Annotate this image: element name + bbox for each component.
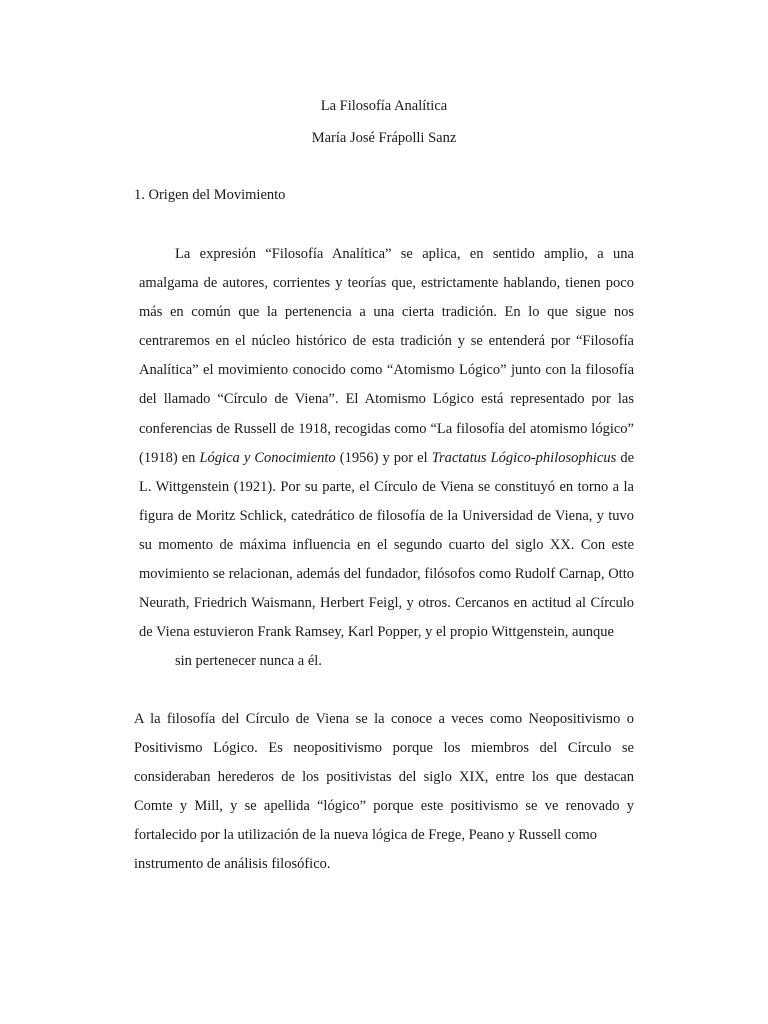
book-title-tractatus: Tractatus Lógico-philosophicus (431, 449, 617, 466)
document-title: La Filosofía Analítica (320, 98, 448, 114)
paragraph-1-text-3: de L. Wittgenstein (1921). Por su parte, el Círculo de Viena se constituyó en torno a la figura de Moritz Schlick, catedrático de filosofía de la Universidad de Viena, y tuvo su momento de máxima influencia en el segundo cuarto del siglo XX. Con este movimiento se relacionan, además del fundador, filósofos como Rudolf Carnap, Otto Neurath, Friedrich Waismann, Herbert Feigl, y otros. Cercanos en actitud al Círculo de Viena estuvieron Frank Ramsey, Karl Popper, y el propio Wittgenstein, aunque (139, 449, 635, 641)
document-author: María José Frápolli Sanz (311, 130, 457, 146)
paragraph-2-last-line: instrumento de análisis filosófico. (134, 856, 331, 873)
paragraph-1-text: La expresión “Filosofía Analítica” se aplica, en sentido amplio, a una amalgama de autores, corrientes y teorías que, estrictamente hablando, tienen poco más en común que la pertenencia a una cierta tradición. En lo que sigue nos centraremos en el núcleo histórico de esta tradición y se entenderá por “Filosofía Analítica” el movimiento conocido como “Atomismo Lógico” junto con la filosofía del llamado “Círculo de Viena”. El Atomismo Lógico está representado por las conferencias de Russell de 1918, recogidas como “La filosofía del atomismo lógico” (1918) en (139, 246, 634, 466)
paragraph-1-last-line: sin pertenecer nunca a él. (175, 653, 322, 670)
paragraph-1 (139, 240, 634, 676)
paragraph-2-text: A la filosofía del Círculo de Viena se la conoce a veces como Neopositivismo o Positivismo Lógico. Es neopositivismo porque los miembros del Círculo se consideraban herederos de los positivistas del siglo XIX, entre los que destacan Comte y Mill, y se apellida “lógico” porque este positivismo se ve renovado y fortalecido por la utilización de la nueva lógica de Frege, Peano y Russell como (134, 711, 634, 844)
paragraph-2 (134, 705, 634, 880)
book-title-logica-y-conocimiento: Lógica y Conocimiento (199, 449, 336, 466)
section-heading: 1. Origen del Movimiento (134, 187, 286, 203)
paragraph-1-text-2: (1956) y por el (335, 449, 432, 466)
